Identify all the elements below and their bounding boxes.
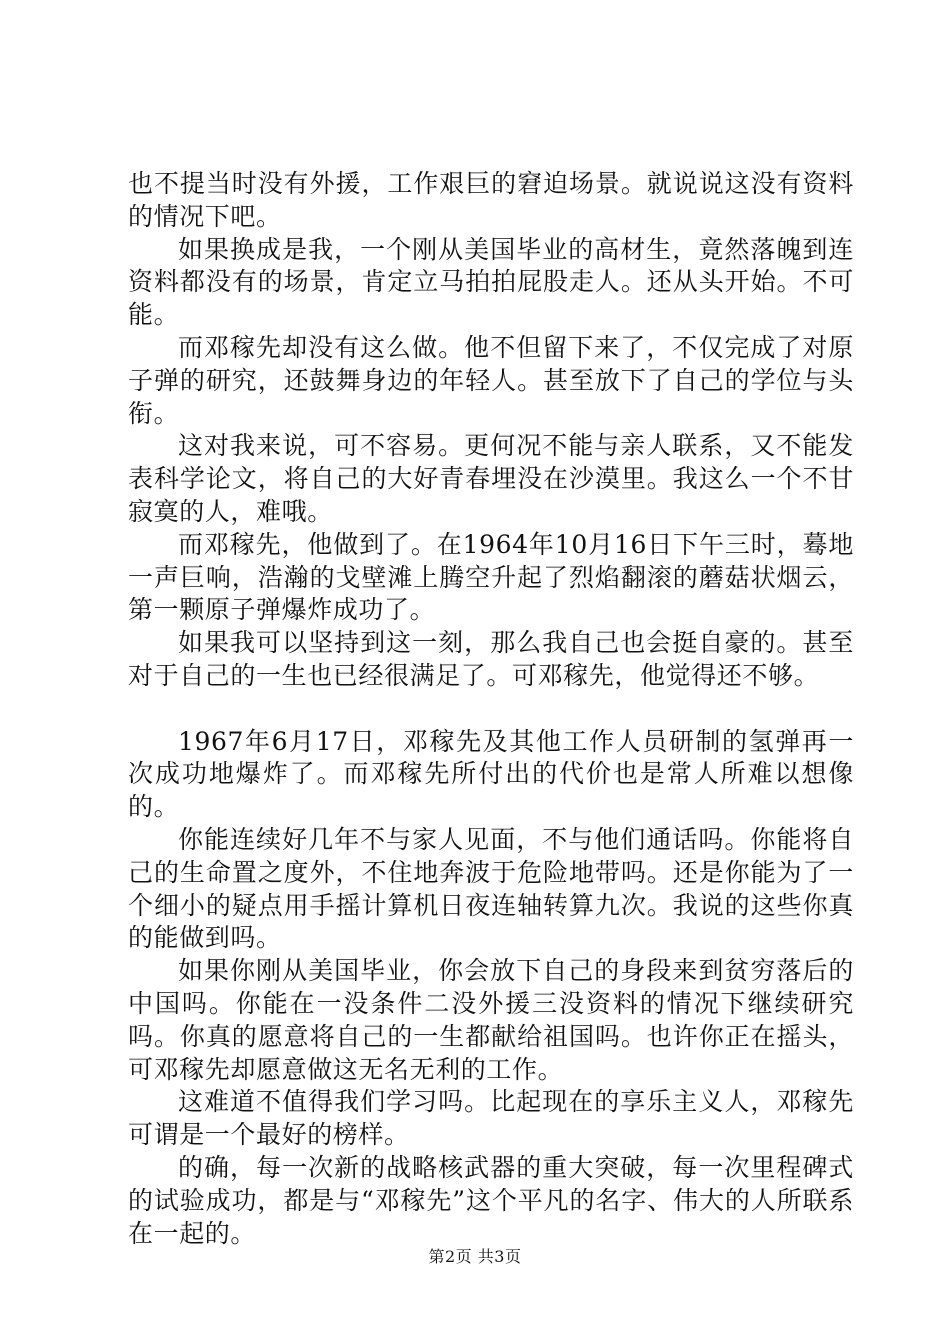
paragraph-gap: [128, 693, 854, 726]
paragraph-4: 这对我来说，可不容易。更何况不能与亲人联系，又不能发表科学论文，将自己的大好青春埋没在沙漠里。我这么一个不甘寂寞的人，难哦。: [128, 431, 854, 526]
paragraph-11: 的确，每一次新的战略核武器的重大突破，每一次里程碑式的试验成功，都是与“邓稼先”这个平凡的名字、伟大的人所联系在一起的。: [128, 1152, 854, 1248]
paragraph-3: 而邓稼先却没有这么做。他不但留下来了，不仅完成了对原子弹的研究，还鼓舞身边的年轻人。甚至放下了自己的学位与头衔。: [128, 332, 854, 428]
paragraph-10: 这难道不值得我们学习吗。比起现在的享乐主义人，邓稼先可谓是一个最好的榜样。: [128, 1087, 854, 1150]
paragraph-8: 你能连续好几年不与家人见面，不与他们通话吗。你能将自己的生命置之度外，不住地奔波于危险地带吗。还是你能为了一个细小的疑点用手摇计算机日夜连轴转算九次。我说的这些你真的能做到吗。: [128, 824, 854, 953]
paragraph-9: 如果你刚从美国毕业，你会放下自己的身段来到贫穷落后的中国吗。你能在一没条件二没外援三没资料的情况下继续研究吗。你真的愿意将自己的一生都献给祖国吗。也许你正在摇头，可邓稼先却愿意做这无名无利的工作。: [128, 956, 854, 1084]
paragraph-2: 如果换成是我，一个刚从美国毕业的高材生，竟然落魄到连资料都没有的场景，肯定立马拍拍屁股走人。还从头开始。不可能。: [128, 234, 854, 330]
page-footer: [0, 1244, 950, 1267]
paragraph-5: 而邓稼先，他做到了。在1964年10月16日下午三时，蓦地一声巨响，浩瀚的戈壁滩上腾空升起了烈焰翻滚的蘑菇状烟云，第一颗原子弹爆炸成功了。: [128, 529, 854, 625]
page-number-label: 第2页 共3页: [428, 1247, 522, 1266]
paragraph-6: 如果我可以坚持到这一刻，那么我自己也会挺自豪的。甚至对于自己的一生也已经很满足了。可邓稼先，他觉得还不够。: [128, 628, 854, 690]
paragraph-7: 1967年6月17日，邓稼先及其他工作人员研制的氢弹再一次成功地爆炸了。而邓稼先所付出的代价也是常人所难以想像的。: [128, 726, 854, 822]
document-body: [128, 168, 854, 1250]
paragraph-1: 也不提当时没有外援，工作艰巨的窘迫场景。就说说这没有资料的情况下吧。: [128, 169, 854, 231]
